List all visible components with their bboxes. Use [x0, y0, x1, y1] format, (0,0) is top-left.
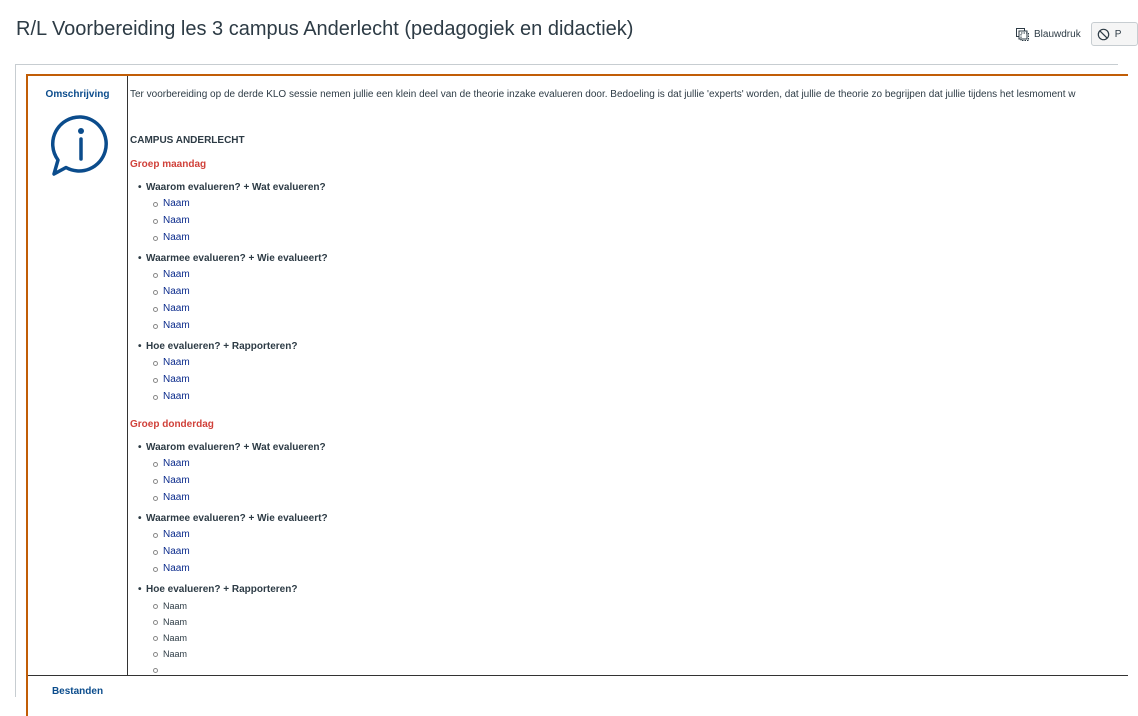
name-link[interactable]: Naam: [153, 286, 1130, 303]
name-link[interactable]: Naam: [153, 529, 1130, 546]
name-link[interactable]: Naam: [153, 269, 1130, 286]
topic-item: [130, 512, 1130, 580]
description-content: [130, 88, 1130, 683]
row-divider: [28, 675, 1128, 676]
name-link[interactable]: Naam: [153, 303, 1130, 320]
intro-text: Ter voorbereiding op de derde KLO sessie nemen jullie een klein deel van de theorie inzake evalueren door. Bedoeling is dat jullie 'experts' worden, dat jullie de theorie zo begrijpen dat jullie tijdens het lesmoment w: [130, 89, 1076, 100]
name-link[interactable]: Naam: [153, 215, 1130, 232]
topic-item: [130, 252, 1130, 337]
name-link[interactable]: Naam: [153, 391, 1130, 408]
files-label: Bestanden: [51, 686, 104, 697]
blueprint-label: Blauwdruk: [1034, 28, 1081, 40]
name-link[interactable]: Naam: [153, 320, 1130, 337]
topic-list-thursday: [130, 441, 1130, 680]
name-link[interactable]: Naam: [153, 475, 1130, 492]
info-speech-bubble-icon: [48, 112, 114, 178]
topic-list-monday: [130, 181, 1130, 408]
label-column: [28, 76, 128, 676]
group-heading-monday: Groep maandag: [130, 159, 207, 170]
name-list: [138, 600, 1130, 680]
topic-title: • Hoe evalueren? + Rapporteren?: [138, 340, 1130, 354]
topic-title: • Waarmee evalueren? + Wie evalueert?: [138, 252, 1130, 266]
name-link[interactable]: Naam: [153, 546, 1130, 563]
blueprint-button[interactable]: [1010, 22, 1087, 46]
name-link[interactable]: Naam: [153, 357, 1130, 374]
topic-item: [130, 441, 1130, 509]
campus-heading: CAMPUS ANDERLECHT: [130, 135, 245, 146]
name-link[interactable]: Naam: [153, 563, 1130, 580]
page-title: R/L Voorbereiding les 3 campus Anderlecht (pedagogiek en didactiek): [16, 18, 634, 40]
name-list: [138, 269, 1130, 337]
name-list: [138, 529, 1130, 580]
name-list: [138, 198, 1130, 249]
name-link[interactable]: Naam: [153, 232, 1130, 249]
name-text-empty: [153, 664, 1130, 680]
name-link[interactable]: Naam: [153, 458, 1130, 475]
topic-title: • Hoe evalueren? + Rapporteren?: [138, 583, 1130, 597]
topic-item: [130, 583, 1130, 680]
topic-item: [130, 340, 1130, 408]
topic-item: [130, 181, 1130, 249]
description-label: Omschrijving: [45, 89, 110, 100]
topic-title: • Waarom evalueren? + Wat evalueren?: [138, 441, 1130, 455]
name-text: Naam: [153, 648, 1130, 664]
unpublish-button[interactable]: [1091, 22, 1138, 46]
name-text: Naam: [153, 600, 1130, 616]
toolbar: [1010, 22, 1138, 46]
name-link[interactable]: Naam: [153, 492, 1130, 509]
topic-title: • Waarmee evalueren? + Wie evalueert?: [138, 512, 1130, 526]
blueprint-icon: [1016, 28, 1029, 41]
unpublish-label: P: [1114, 28, 1122, 40]
topic-title: • Waarom evalueren? + Wat evalueren?: [138, 181, 1130, 195]
group-heading-thursday: Groep donderdag: [130, 419, 214, 430]
ban-icon: [1097, 28, 1110, 41]
name-text: Naam: [153, 632, 1130, 648]
name-link[interactable]: Naam: [153, 374, 1130, 391]
name-link[interactable]: Naam: [153, 198, 1130, 215]
assignment-table: [26, 74, 1128, 716]
name-list: [138, 357, 1130, 408]
name-text: Naam: [153, 616, 1130, 632]
name-list: [138, 458, 1130, 509]
